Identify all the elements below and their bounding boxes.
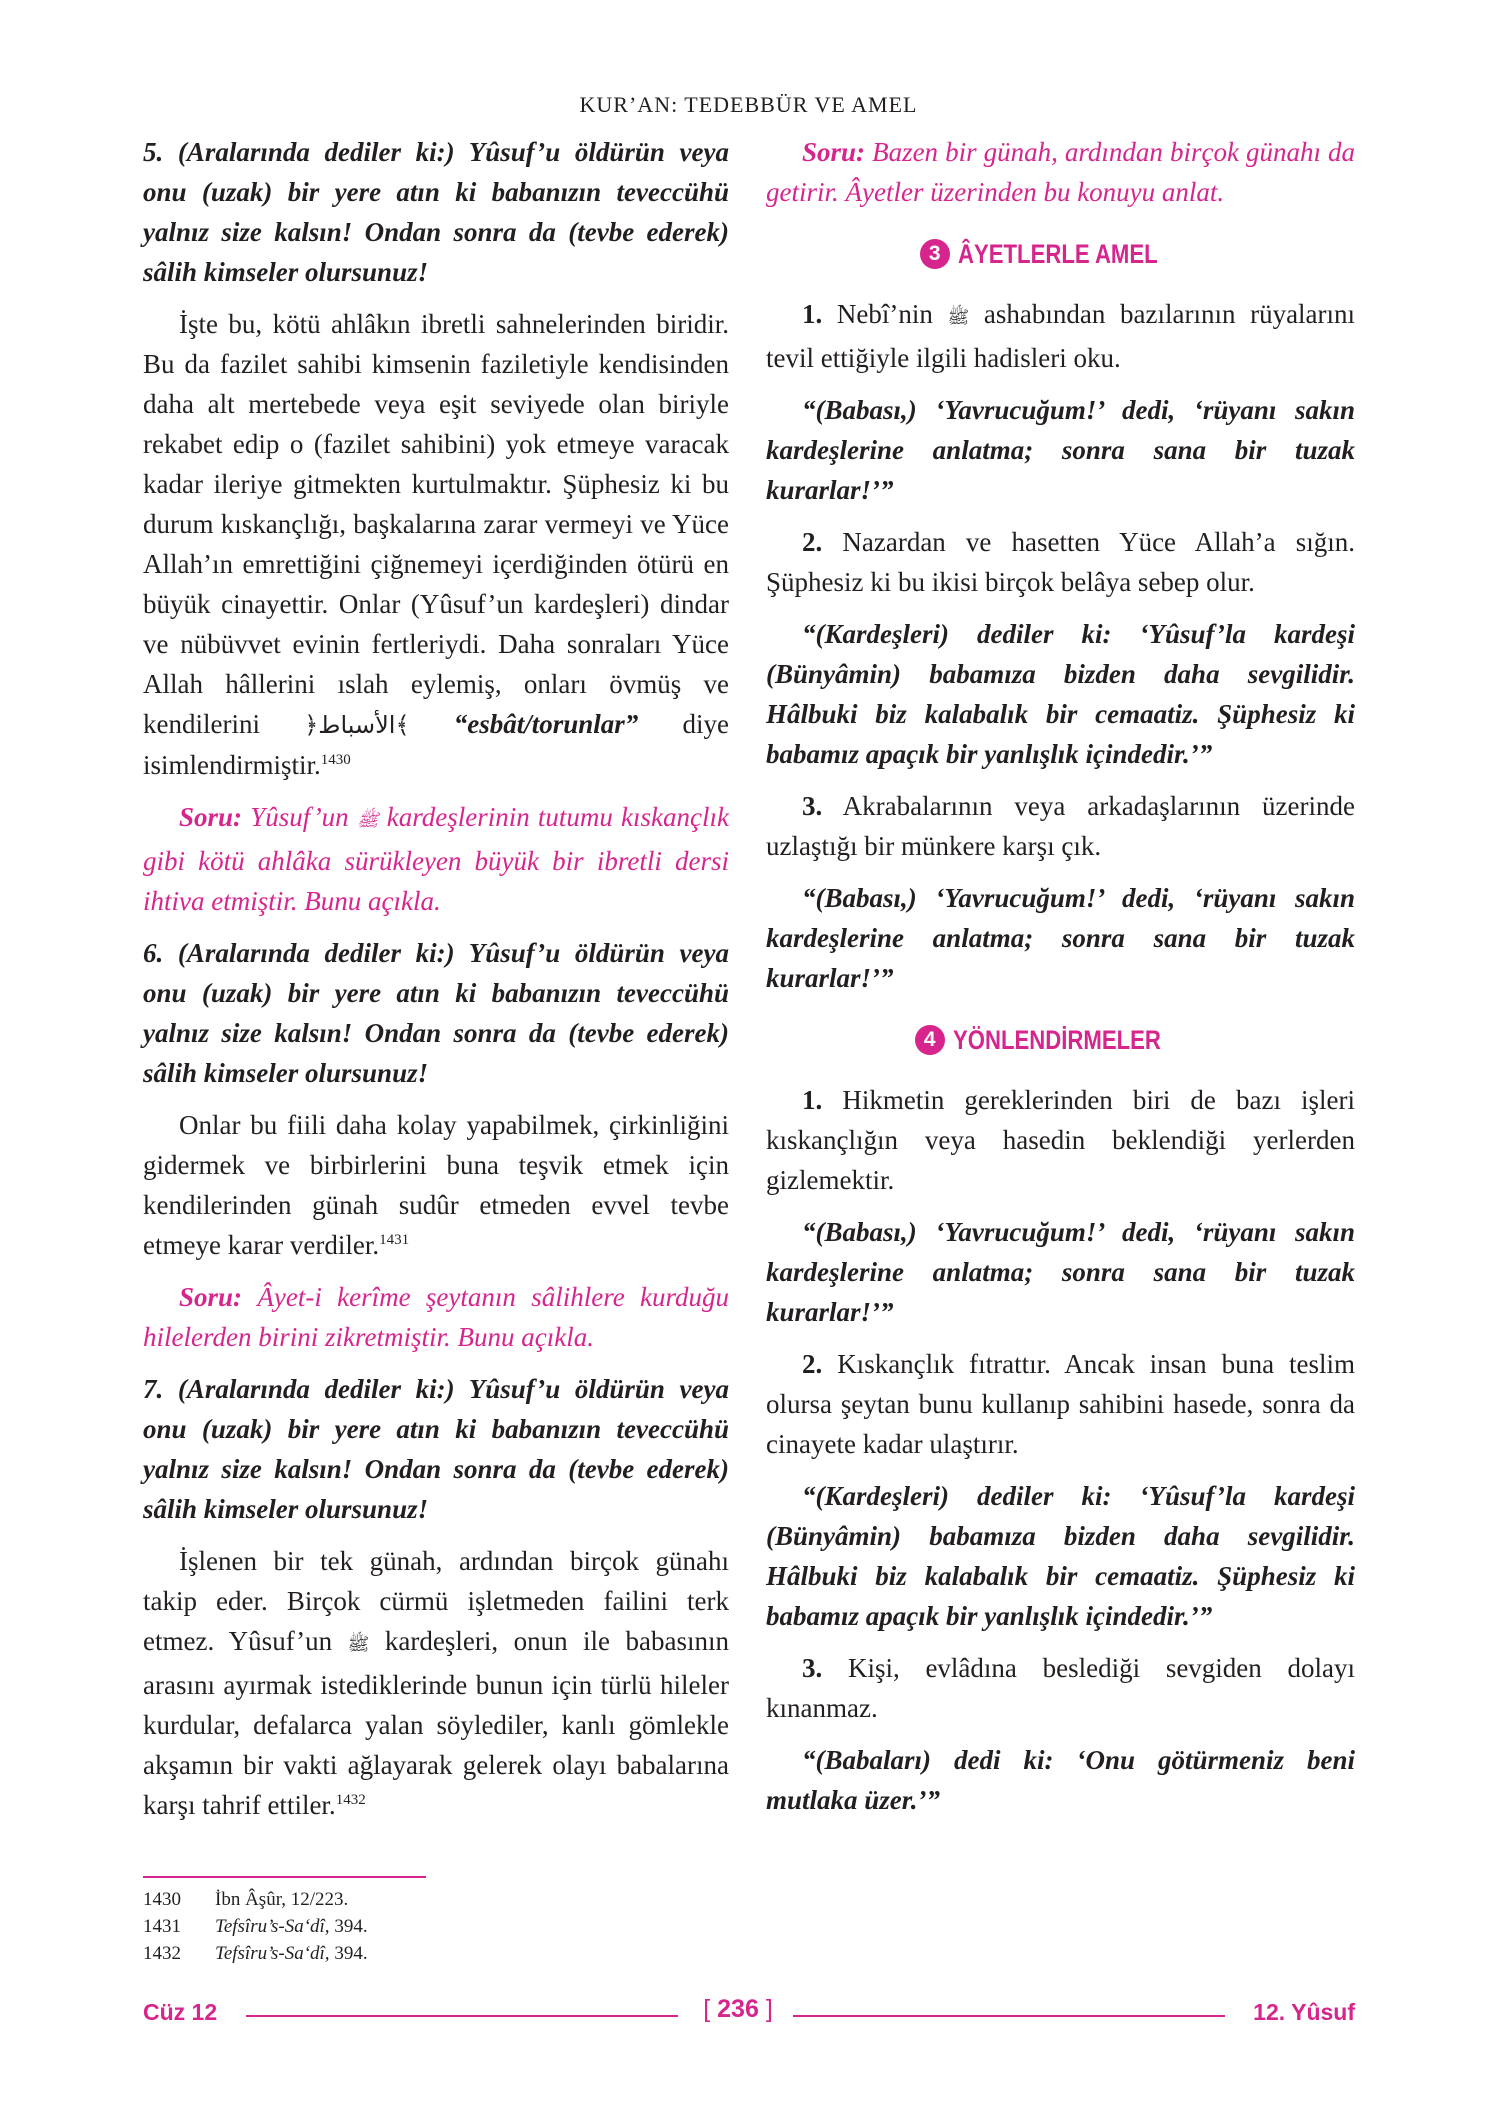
- question-3-text: Bazen bir günah, ardından birçok günahı da getirir. Âyetler üzerinden bu konuyu anlat.: [766, 137, 1356, 207]
- guidance-item-3: [766, 1648, 1355, 1728]
- amel-1-text-a: Nebî’nin: [836, 299, 933, 329]
- guidance-item-2: [766, 1344, 1355, 1464]
- question-3: [766, 132, 1355, 212]
- footnote-ref-1430[interactable]: 1430: [320, 752, 351, 768]
- amel-3-verse: “(Babası,) ‘Yavrucuğum!’ dedi, ‘rüyanı sakın kardeşlerine anlatma; sonra sana bir tuzak kurarlar!’”: [766, 883, 1355, 993]
- footnote-1431: [143, 1913, 743, 1940]
- verse-5: 5. (Aralarında dediler ki:) Yûsuf’u öldürün veya onu (uzak) bir yere atın ki babanızın teveccühü yalnız size kalsın! Ondan sonra da (tevbe ederek) sâlih kimseler olursunuz!: [143, 137, 729, 287]
- amel-item-3: [766, 786, 1355, 866]
- footnote-number: 1432: [143, 1943, 181, 1964]
- guidance-2-text: Kıskançlık fıtrattır. Ancak insan buna teslim olursa şeytan bunu kullanıp sahibini hasede, sonra da cinayete kadar ulaştırır.: [766, 1349, 1356, 1459]
- commentary-paragraph-2: [143, 1105, 729, 1265]
- amel-1-text-b: ashabından bazılarının rüyalarını tevil ettiğiyle ilgili hadisleri oku.: [766, 299, 1356, 373]
- section-number-badge: 3: [920, 239, 950, 269]
- juz-label: Cüz 12: [143, 1999, 218, 2025]
- footnote-number: 1430: [143, 1889, 181, 1910]
- amel-2-text: Nazardan ve hasetten Yüce Allah’a sığın. Şüphesiz ki bu ikisi birçok belâya sebep olur.: [766, 527, 1356, 597]
- verse-6: 6. (Aralarında dediler ki:) Yûsuf’u öldürün veya onu (uzak) bir yere atın ki babanızın teveccühü yalnız size kalsın! Ondan sonra da (tevbe ederek) sâlih kimseler olursunuz!: [143, 938, 729, 1088]
- question-label: Soru:: [802, 137, 866, 167]
- commentary-paragraph-3: [143, 1541, 729, 1825]
- item-number: 2.: [802, 1349, 823, 1379]
- section-title: ÂYETLERLE AMEL: [957, 238, 1158, 269]
- section-heading-3: [766, 234, 1355, 274]
- footnote-number: 1431: [143, 1916, 181, 1937]
- footnote-title: Tefsîru’s-Sa‘dî,: [215, 1916, 330, 1937]
- guidance-3-verse: “(Babaları) dedi ki: ‘Onu götürmeniz beni mutlaka üzer.’”: [766, 1745, 1355, 1815]
- footnote-ref-1432[interactable]: 1432: [335, 1792, 366, 1808]
- verse-7: 7. (Aralarında dediler ki:) Yûsuf’u öldürün veya onu (uzak) bir yere atın ki babanızın teveccühü yalnız size kalsın! Ondan sonra da (tevbe ederek) sâlih kimseler olursunuz!: [143, 1374, 729, 1524]
- section-title: YÖNLENDİRMELER: [952, 1024, 1161, 1055]
- amel-3-text: Akrabalarının veya arkadaşlarının üzerinde uzlaştığı bir münkere karşı çık.: [766, 791, 1355, 861]
- bracket-open: [: [703, 1995, 711, 2023]
- question-1: [143, 797, 729, 921]
- footnote-1432: [143, 1940, 743, 1967]
- running-header: KUR’AN: TEDEBBÜR VE AMEL: [579, 92, 918, 117]
- arabic-term-asbat: ﴿الأسباط﴾: [304, 711, 410, 739]
- amel-item-2: [766, 522, 1355, 602]
- footnote-divider: [143, 1876, 426, 1878]
- footnote-page: 394.: [329, 1916, 368, 1937]
- commentary-paragraph-1: [143, 304, 729, 785]
- question-label: Soru:: [179, 1282, 243, 1312]
- footnote-text: [215, 1940, 368, 1967]
- guidance-2-verse: “(Kardeşleri) dediler ki: ‘Yûsuf’la kardeşi (Bünyâmin) babamıza bizden daha sevgilidir. Hâlbuki biz kalabalık bir cemaatiz. Şüphesiz ki babamız apaçık bir yanlışlık içindedir.’”: [766, 1481, 1355, 1631]
- term-esbat: “esbât/torunlar”: [453, 709, 639, 739]
- right-column: [766, 132, 1355, 1832]
- footnote-page: 394.: [329, 1943, 368, 1964]
- section-number-badge: 4: [915, 1025, 945, 1055]
- amel-2-verse: “(Kardeşleri) dediler ki: ‘Yûsuf’la kardeşi (Bünyâmin) babamıza bizden daha sevgilidir. Hâlbuki biz kalabalık bir cemaatiz. Şüphesiz ki babamız apaçık bir yanlışlık içindedir.’”: [766, 619, 1355, 769]
- footnote-title: Tefsîru’s-Sa‘dî,: [215, 1943, 330, 1964]
- amel-item-1: [766, 294, 1355, 378]
- item-number: 3.: [802, 791, 823, 821]
- commentary-2-text: Onlar bu fiili daha kolay yapabilmek, çirkinliğini gidermek ve birbirlerini buna teşvik etmek için kendilerinden günah sudûr etmeden evvel tevbe etmeye karar verdiler.: [143, 1110, 729, 1260]
- page-number: [688, 1995, 788, 2024]
- item-number: 3.: [802, 1653, 823, 1683]
- salutation-icon: ﷺ: [947, 307, 970, 328]
- guidance-1-verse: “(Babası,) ‘Yavrucuğum!’ dedi, ‘rüyanı sakın kardeşlerine anlatma; sonra sana bir tuzak kurarlar!’”: [766, 1217, 1355, 1327]
- question-1-text-b: kardeşlerinin tutumu kıskançlık gibi kötü ahlâka sürükleyen büyük bir ibretli dersi ihtiva etmiştir. Bunu açıkla.: [143, 802, 729, 916]
- bracket-close: ]: [765, 1995, 773, 2023]
- salutation-icon: ﷺ: [347, 1634, 370, 1655]
- commentary-1-text: İşte bu, kötü ahlâkın ibretli sahnelerinden biridir. Bu da fazilet sahibi kimsenin faziletiyle kendisinden daha alt mertebede veya eşit seviyede olan biriyle rekabet edip o (fazilet sahibini) yok etmeye varacak kadar ileriye gitmekten kurtulmaktır. Şüphesiz ki bu durum kıskançlığı, başkalarına zarar vermeyi ve Yüce Allah’ın emrettiğini çiğnemeyi içerdiğinden ötürü en büyük cinayettir. Onlar (Yûsuf’un kardeşleri) dindar ve nübüvvet evinin fertleriydi. Daha sonraları Yüce Allah hâllerini ıslah eylemiş, onları övmüş ve kendilerini: [143, 309, 729, 739]
- footnote-1430: [143, 1886, 743, 1913]
- question-2: [143, 1277, 729, 1357]
- page-footer: [143, 1993, 1355, 2033]
- commentary-1-tail: diye isimlendirmiştir.: [143, 709, 730, 780]
- guidance-1-text: Hikmetin gereklerinden biri de bazı işleri kıskançlığın veya hasedin beklendiği yerlerden gizlemektir.: [766, 1085, 1356, 1195]
- question-2-text: Âyet-i kerîme şeytanın sâlihlere kurduğu hilelerden birini zikretmiştir. Bunu açıkla.: [143, 1282, 730, 1352]
- footnote-ref-1431[interactable]: 1431: [379, 1232, 410, 1248]
- amel-1-verse: “(Babası,) ‘Yavrucuğum!’ dedi, ‘rüyanı sakın kardeşlerine anlatma; sonra sana bir tuzak kurarlar!’”: [766, 395, 1355, 505]
- salutation-icon: ﷺ: [356, 810, 379, 831]
- section-heading-4: [766, 1020, 1355, 1060]
- question-1-text-a: Yûsuf’un: [250, 802, 349, 832]
- footnotes: [143, 1886, 743, 1967]
- guidance-3-text: Kişi, evlâdına beslediği sevgiden dolayı kınanmaz.: [766, 1653, 1355, 1723]
- guidance-item-1: [766, 1080, 1355, 1200]
- footer-rule-left: [246, 2015, 678, 2017]
- question-label: Soru:: [179, 802, 243, 832]
- left-column: [143, 132, 729, 1837]
- footnote-text: [215, 1886, 348, 1913]
- item-number: 1.: [802, 1085, 823, 1115]
- footnote-source: İbn Âşûr, 12/223.: [215, 1889, 349, 1910]
- footnote-text: [215, 1913, 368, 1940]
- commentary-3-text-a: İşlenen bir tek günah, ardından birçok günahı takip eder. Birçok cürmü işletmeden failini terk etmez. Yûsuf’un: [143, 1546, 729, 1656]
- page-number-value: 236: [717, 1995, 759, 2023]
- item-number: 1.: [802, 299, 823, 329]
- item-number: 2.: [802, 527, 823, 557]
- footer-rule-right: [793, 2015, 1225, 2017]
- commentary-3-text-b: kardeşleri, onun ile babasının arasını ayırmak istediklerinde bunun için türlü hileler kurdular, defalarca yalan söylediler, kanlı gömlekle akşamın bir vakti ağlayarak gelerek olayı babalarına karşı tahrif ettiler.: [143, 1626, 729, 1820]
- surah-label: 12. Yûsuf: [1253, 1999, 1355, 2025]
